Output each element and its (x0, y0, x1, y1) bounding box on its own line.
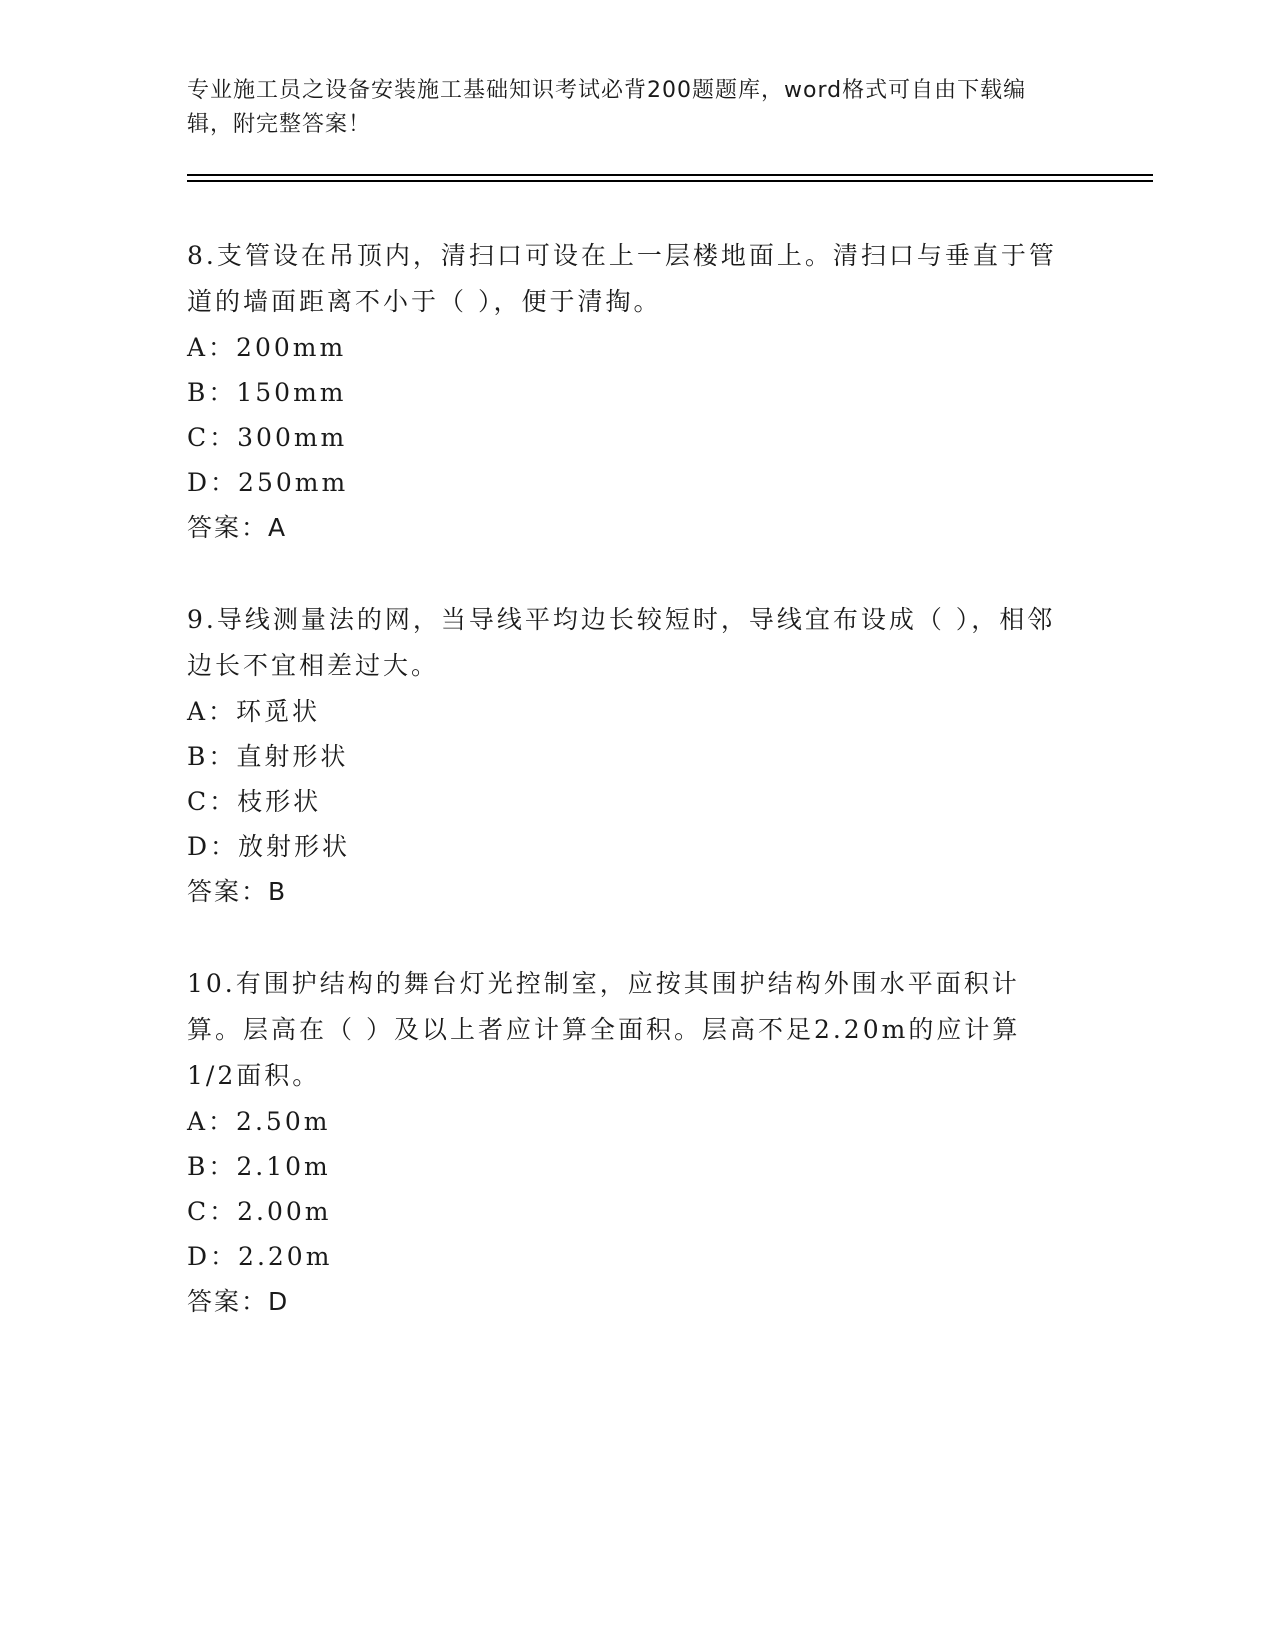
header-title: 专业施工员之设备安装施工基础知识考试必背200题题库，word格式可自由下载编辑，附完整答案！ (187, 78, 1027, 137)
question-8 (187, 233, 1067, 551)
option-d: D：250mm (187, 468, 349, 497)
option-c: C：300mm (187, 423, 348, 452)
question-stem: 10.有围护结构的舞台灯光控制室，应按其围护结构外围水平面积计算。层高在（ ）及以上者应计算全面积。层高不足2.20m的应计算1/2面积。 (187, 969, 1021, 1090)
question-stem: 9.导线测量法的网，当导线平均边长较短时，导线宜布设成（ ），相邻边长不宜相差过大。 (187, 605, 1056, 680)
option-c: C：枝形状 (187, 787, 322, 816)
option-d: D：2.20m (187, 1242, 333, 1271)
answer-line: 答案：B (187, 877, 288, 906)
answer-line: 答案：A (187, 513, 288, 542)
option-c: C：2.00m (187, 1197, 332, 1226)
option-a: A：环觅状 (187, 697, 321, 726)
option-b: B：150mm (187, 378, 347, 407)
option-d: D：放射形状 (187, 832, 351, 861)
option-b: B：2.10m (187, 1152, 331, 1181)
header-divider-top (187, 174, 1153, 176)
question-stem: 8.支管设在吊顶内，清扫口可设在上一层楼地面上。清扫口与垂直于管道的墙面距离不小于（ ），便于清掏。 (187, 241, 1057, 316)
header-divider-bottom (187, 180, 1153, 182)
option-b: B：直射形状 (187, 742, 349, 771)
question-9 (187, 597, 1067, 915)
answer-line: 答案：D (187, 1287, 290, 1316)
option-a: A：2.50m (187, 1107, 331, 1136)
question-10 (187, 961, 1067, 1325)
document-header (187, 74, 1067, 142)
option-a: A：200mm (187, 333, 347, 362)
